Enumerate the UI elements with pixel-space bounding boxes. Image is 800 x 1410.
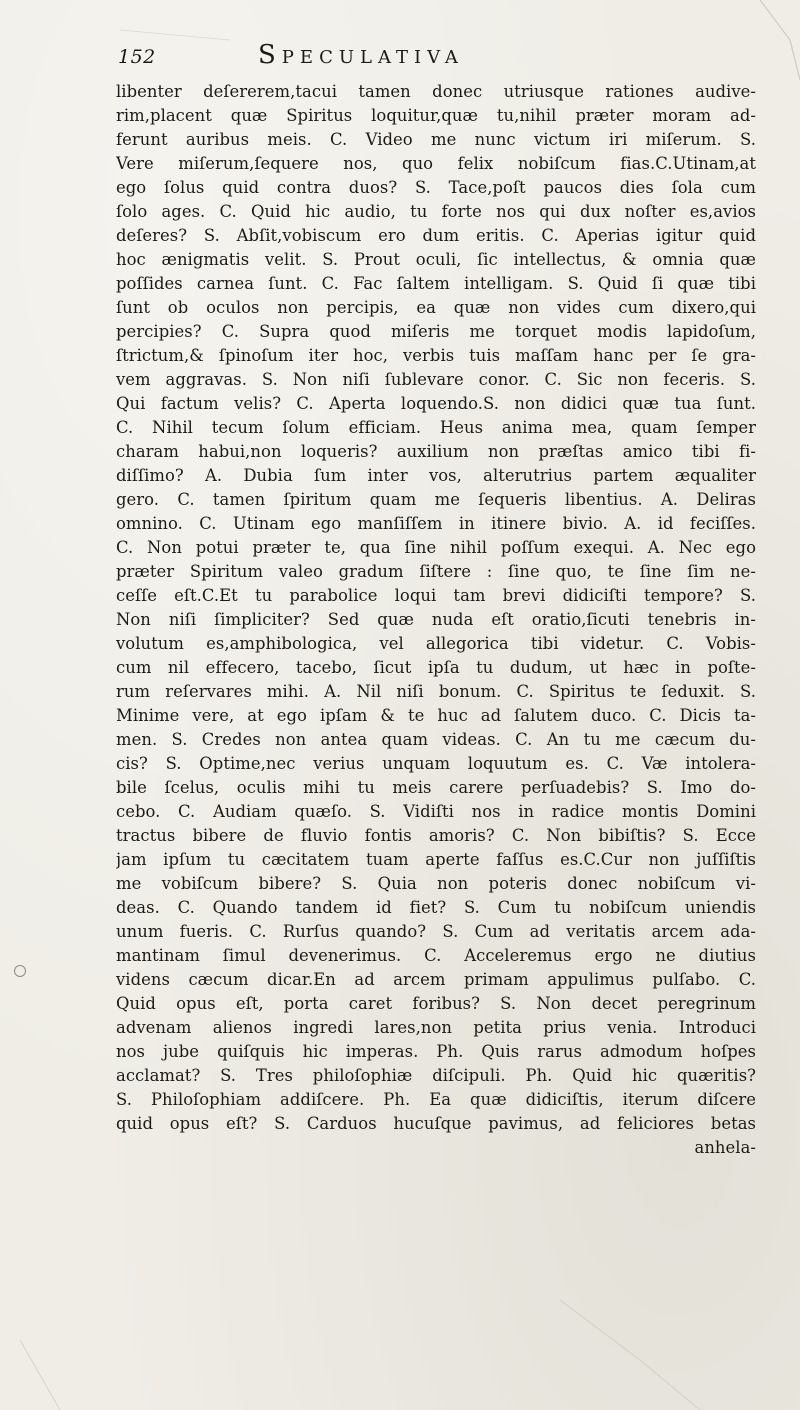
text-line: jam ipſum tu cæcitatem tuam aperte faſſus es.C.Cur non juſſiſtis: [116, 850, 756, 869]
text-line: volutum es,amphibologica, vel allegorica tibi videtur. C. Vobis-: [116, 634, 756, 653]
text-line: S. Philoſophiam addiſcere. Ph. Ea quæ didiciſtis, iterum diſcere: [116, 1090, 756, 1109]
text-line: tractus bibere de fluvio fontis amoris? C. Non bibiſtis? S. Ecce: [116, 826, 756, 845]
text-line: Non niſi ſimpliciter? Sed quæ nuda eſt oratio,ſicuti tenebris in-: [116, 610, 756, 629]
catchword: anhela-: [694, 1138, 756, 1157]
text-line: me vobiſcum bibere? S. Quia non poteris donec nobiſcum vi-: [116, 874, 756, 893]
text-line: omnino. C. Utinam ego manſiſſem in itinere bivio. A. id feciſſes.: [116, 514, 756, 533]
text-line: diſſimo? A. Dubia ſum inter vos, alterutrius partem æqualiter: [116, 466, 756, 485]
page-header: [118, 40, 738, 74]
text-line: bile ſcelus, oculis mihi tu meis carere perſuadebis? S. Imo do-: [116, 778, 756, 797]
text-line: C. Nihil tecum ſolum efficiam. Heus anima mea, quam ſemper: [116, 418, 756, 437]
text-line: acclamat? S. Tres philoſophiæ diſcipuli. Ph. Quid hic quæritis?: [116, 1066, 756, 1085]
text-line: ferunt auribus meis. C. Video me nunc victum iri miſerum. S.: [116, 130, 756, 149]
text-line: quid opus eſt? S. Carduos hucuſque pavimus, ad feliciores betas: [116, 1114, 756, 1133]
text-line: nos jube quiſquis hic imperas. Ph. Quis rarus admodum hoſpes: [116, 1042, 756, 1061]
text-line: Qui factum velis? C. Aperta loquendo.S. non didici quæ tua ſunt.: [116, 394, 756, 413]
text-line: Quid opus eſt, porta caret foribus? S. Non decet peregrinum: [116, 994, 756, 1013]
text-line: libenter deſererem,tacui tamen donec utriusque rationes audive-: [116, 82, 756, 101]
text-line: Minime vere, at ego ipſam & te huc ad ſalutem duco. C. Dicis ta-: [116, 706, 756, 725]
text-line: ſunt ob oculos non percipis, ea quæ non vides cum dixero,qui: [116, 298, 756, 317]
binding-hole-mark: [14, 965, 26, 977]
text-line: men. S. Credes non antea quam videas. C. An tu me cæcum du-: [116, 730, 756, 749]
text-line: C. Non potui præter te, qua ſine nihil poſſum exequi. A. Nec ego: [116, 538, 756, 557]
text-line: charam habui,non loqueris? auxilium non præſtas amico tibi fi-: [116, 442, 756, 461]
text-line: ceſſe eſt.C.Et tu parabolice loqui tam brevi didiciſti tempore? S.: [116, 586, 756, 605]
text-line: vem aggravas. S. Non niſi ſublevare conor. C. Sic non feceris. S.: [116, 370, 756, 389]
text-line: percipies? C. Supra quod miſeris me torquet modis lapidoſum,: [116, 322, 756, 341]
running-head: Speculativa: [258, 40, 464, 70]
text-line: Vere miſerum,ſequere nos, quo felix nobiſcum fias.C.Utinam,at: [116, 154, 756, 173]
text-line: gero. C. tamen ſpiritum quam me ſequeris libentius. A. Deliras: [116, 490, 756, 509]
page-number: 152: [118, 46, 156, 68]
text-line: deas. C. Quando tandem id fiet? S. Cum tu nobiſcum uniendis: [116, 898, 756, 917]
text-line: præter Spiritum valeo gradum ſiſtere : ſine quo, te ſine ſim ne-: [116, 562, 756, 581]
text-line: advenam alienos ingredi lares,non petita prius venia. Introduci: [116, 1018, 756, 1037]
text-line: deſeres? S. Abſit,vobiscum ero dum eritis. C. Aperias igitur quid: [116, 226, 756, 245]
text-line: unum fueris. C. Rurſus quando? S. Cum ad veritatis arcem ada-: [116, 922, 756, 941]
text-line: hoc ænigmatis velit. S. Prout oculi, ſic intellectus, & omnia quæ: [116, 250, 756, 269]
text-line: rum reſervares mihi. A. Nil niſi bonum. C. Spiritus te ſeduxit. S.: [116, 682, 756, 701]
text-line: videns cæcum dicar.En ad arcem primam appulimus pulſabo. C.: [116, 970, 756, 989]
text-line: ſtrictum,& ſpinoſum iter hoc, verbis tuis maſſam hanc per ſe gra-: [116, 346, 756, 365]
text-line: cebo. C. Audiam quæſo. S. Vidiſti nos in radice montis Domini: [116, 802, 756, 821]
text-line: ego ſolus quid contra duos? S. Tace,poſt paucos dies ſola cum: [116, 178, 756, 197]
text-line: rim,placent quæ Spiritus loquitur,quæ tu,nihil præter moram ad-: [116, 106, 756, 125]
text-line: ſolo ages. C. Quid hic audio, tu forte nos qui dux noſter es,avios: [116, 202, 756, 221]
body-text: [116, 80, 756, 1160]
text-line: poſſides carnea ſunt. C. Fac ſaltem intelligam. S. Quid ſi quæ tibi: [116, 274, 756, 293]
text-line: mantinam ſimul devenerimus. C. Acceleremus ergo ne diutius: [116, 946, 756, 965]
text-line: cum nil effecero, tacebo, ſicut ipſa tu dudum, ut hæc in poſte-: [116, 658, 756, 677]
text-line: cis? S. Optime,nec verius unquam loquutum es. C. Væ intolera-: [116, 754, 756, 773]
